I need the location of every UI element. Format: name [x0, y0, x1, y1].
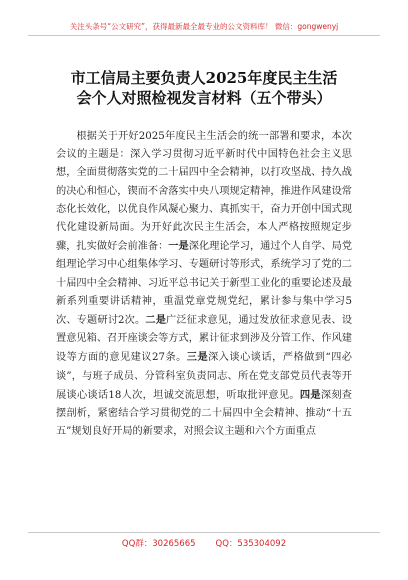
header-divider	[28, 35, 380, 36]
footer-qq: QQ：535304092	[215, 539, 287, 549]
page-footer	[28, 538, 380, 550]
document-body	[56, 128, 352, 528]
body-segment-bold: 二是	[145, 314, 167, 327]
body-segment-bold: 一是	[168, 240, 189, 253]
page-header: 关注头条号“公文研究”，获得最新最全最专业的公文资料库！ 微信：gongwenyj	[69, 22, 339, 31]
document-title	[30, 68, 378, 108]
title-line-2: 会个人对照检视发言材料（五个带头）	[76, 89, 332, 107]
body-segment-bold: 四是	[299, 388, 321, 401]
body-segment: 广泛征求意见，通过发放征求意见表、设置意见箱、召开座谈会等方式，累计征求到涉及分管工作、作风建设等方面的意见建议27条。	[56, 315, 352, 364]
body-segment: 深刻查摆剖析，紧密结合学习贯彻党的二十届四中全会精神、推动“十五五”规划良好开局的新要求，对照会议主题和六个方面重点	[56, 389, 352, 438]
body-segment: 深化理论学习，通过个人自学、局党组理论学习中心组集体学习、专题研讨等形式，系统学习了党的二十届四中全会精神、习近平总书记关于新型工业化的重要论述及最新系列重要讲话精神，重温党章党规党纪，累计参与集中学习5次、专题研讨2次。	[56, 241, 352, 327]
title-line-1: 市工信局主要负责人2025年度民主生活	[70, 69, 338, 87]
body-segment-bold: 三是	[186, 351, 209, 364]
body-segment: 根据关于开好2025年度民主生活会的统一部署和要求，本次会议的主题是：深入学习贯彻习近平新时代中国特色社会主义思想，全面贯彻落实党的二十届四中全会精神，以打攻坚战、持久战的决心和恒心，锲而不舍落实中央八项规定精神，推进作风建设常态化长效化，以优良作风凝心聚力、真抓实干，奋力开创中国式现代化建设新局面。为开好此次民主生活会，本人严格按照规定步骤，扎实做好会前准备：	[56, 131, 352, 253]
footer-qq-group: QQ群：30265665	[121, 539, 196, 549]
footer-divider	[28, 532, 380, 533]
body-segment: 深入谈心谈话，严格做到“四必谈”，与班子成员、分管科室负责同志、所在党支部党员代表等开展谈心谈话18人次，坦诚交流思想，听取批评意见。	[56, 352, 352, 401]
